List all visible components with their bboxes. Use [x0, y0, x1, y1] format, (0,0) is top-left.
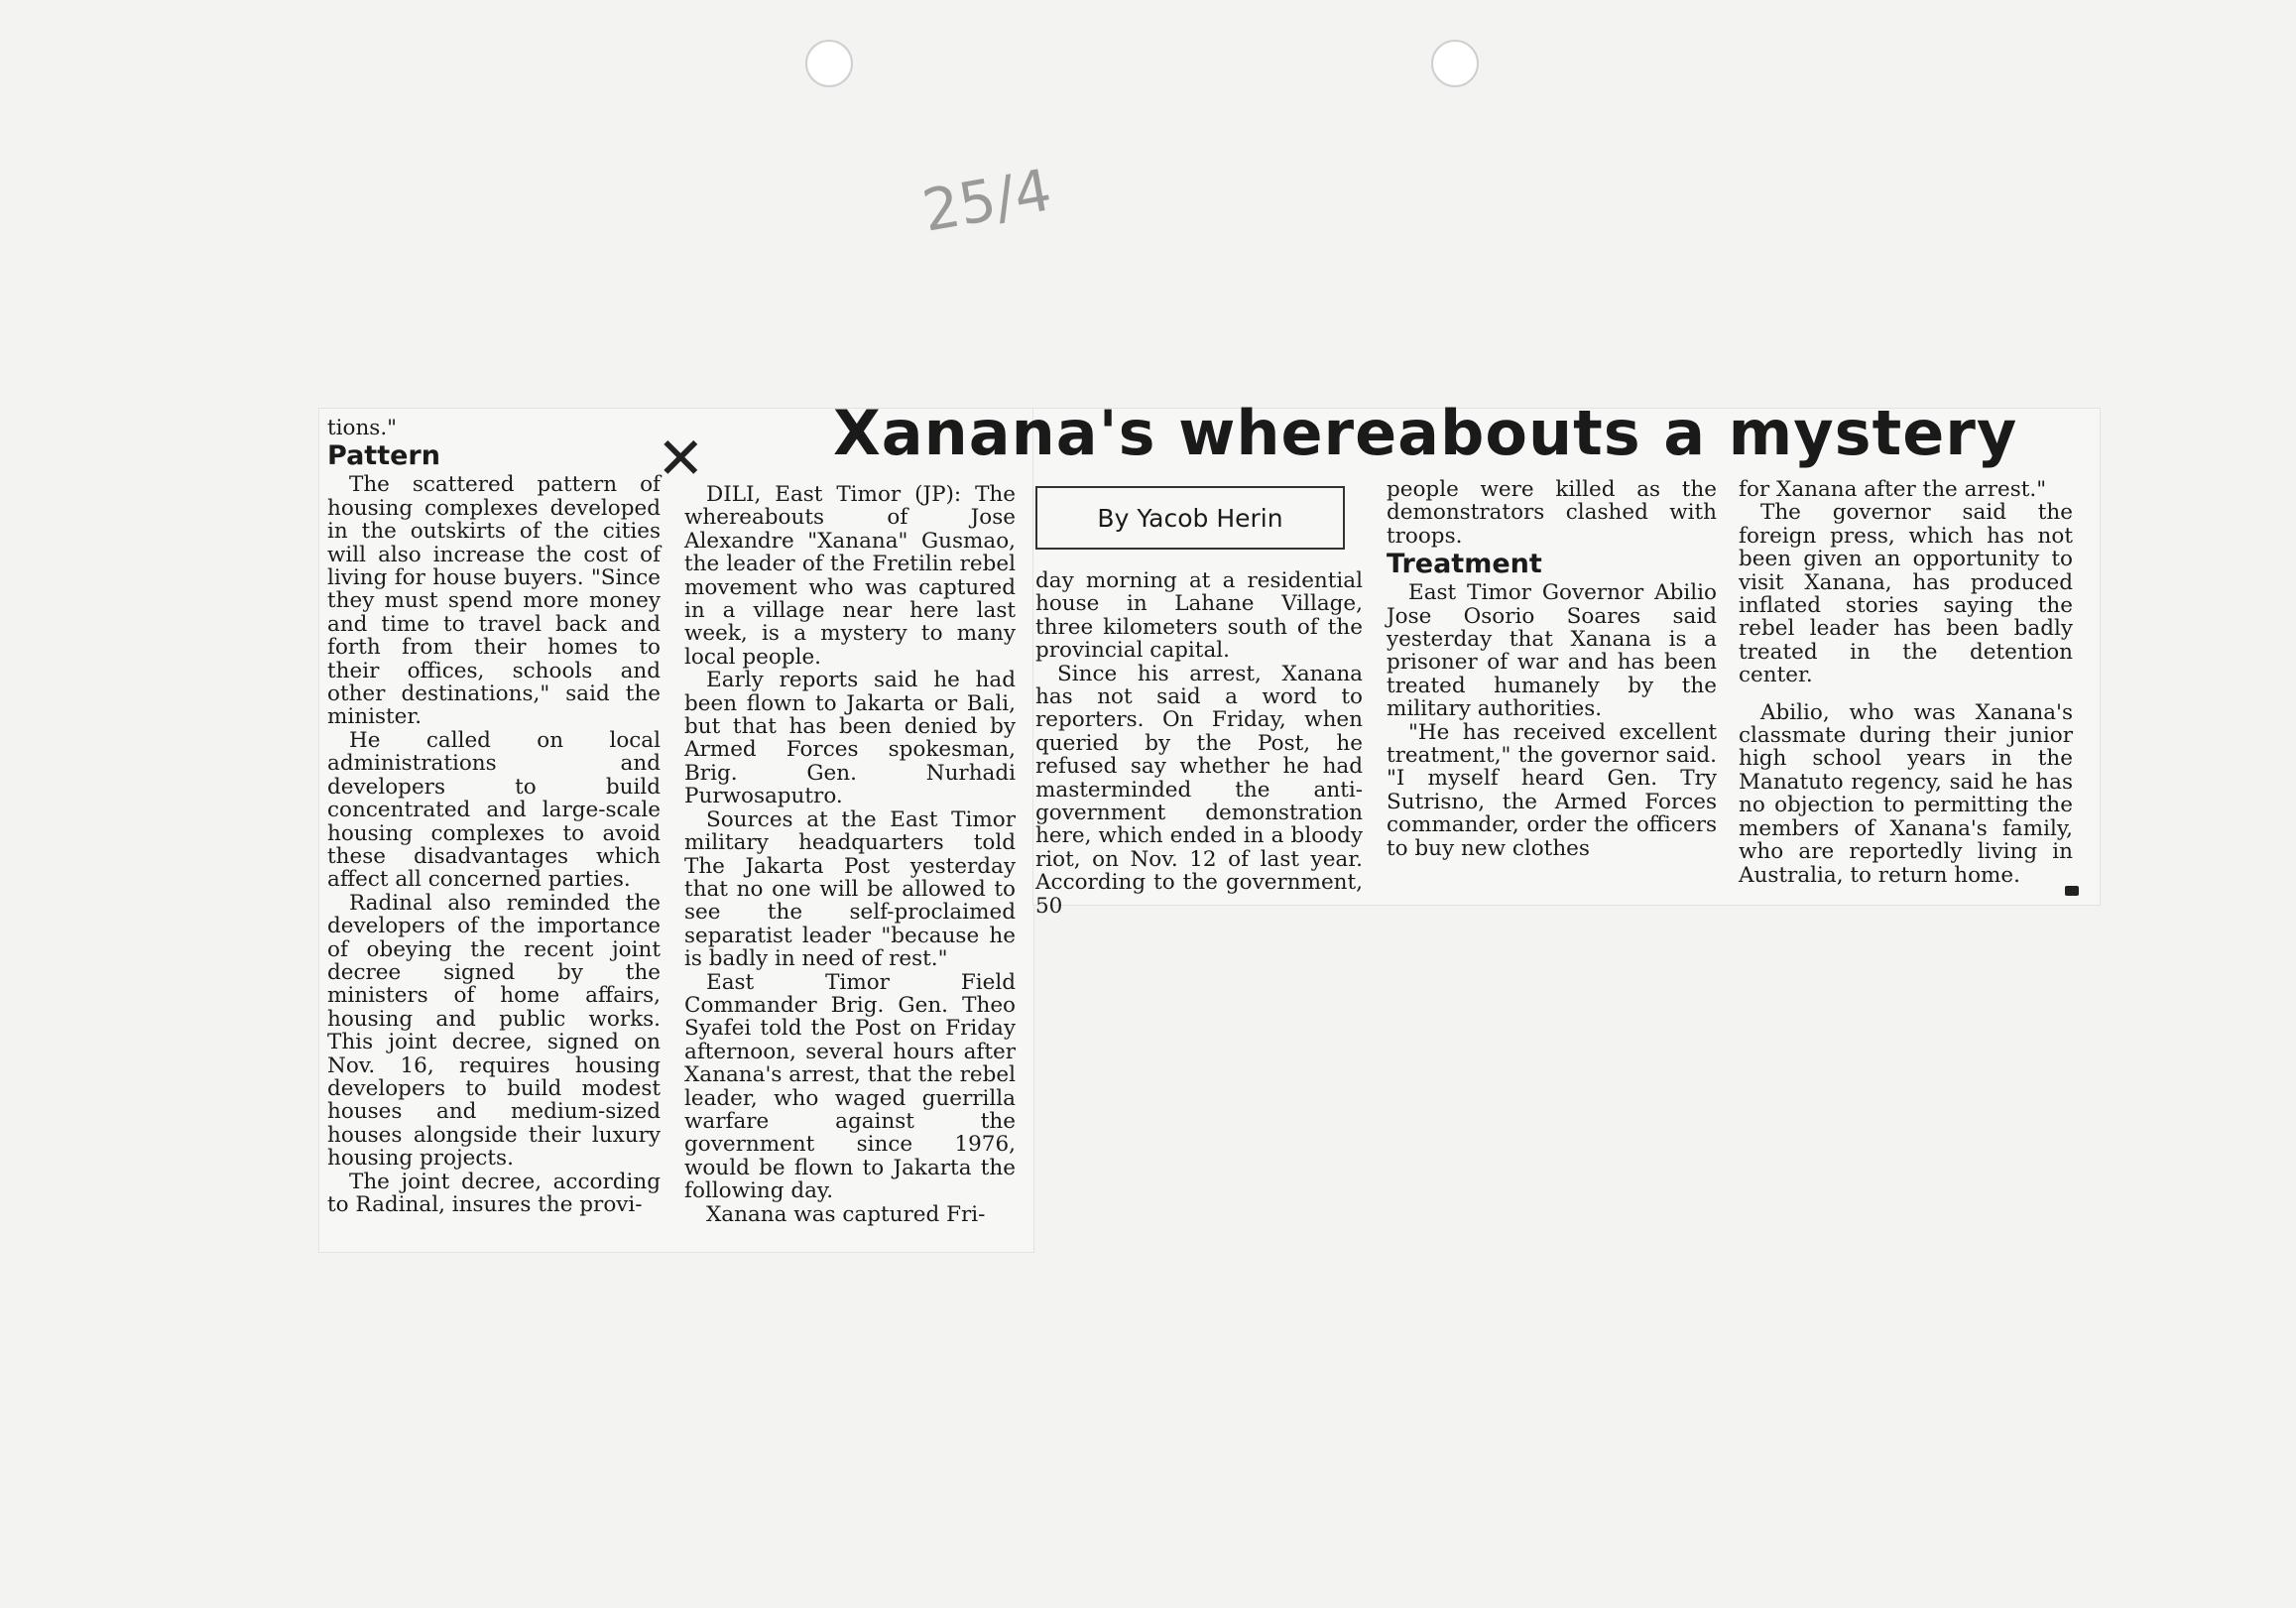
paragraph: "He has received excellent treatment," the governor said. "I myself heard Gen. Try Sutrisno, the Armed Forces commander, order the officers to buy new clothes	[1387, 719, 1717, 861]
paragraph: The governor said the foreign press, which has not been given an opportunity to visit Xanana, has produced inflated stories saying the rebel leader has been badly treated in the detention center.	[1739, 500, 2073, 688]
punch-hole-right	[1431, 40, 1479, 87]
paragraph: for Xanana after the arrest."	[1739, 477, 2047, 502]
paragraph: Abilio, who was Xanana's classmate during their junior high school years in the Manatuto regency, said he has no objection to permitting the members of Xanana's family, who are reportedly living in Australia, to return home.	[1739, 699, 2073, 888]
paragraph: Radinal also reminded the developers of the importance of obeying the recent joint decree signed by the ministers of home affairs, housing and public works. This joint decree, signed on Nov. 16, requires housing developers to build modest houses and medium-sized houses alongside their luxury housing projects.	[327, 890, 661, 1172]
paragraph: Sources at the East Timor military headquarters told The Jakarta Post yesterday that no one will be allowed to see the self-proclaimed separatist leader "because he is badly in need of rest."	[684, 806, 1016, 972]
paragraph: Since his arrest, Xanana has not said a word to reporters. On Friday, when queried by the Post, he refused say whether he had masterminded the anti-government demonstration here, which ended in a bloody riot, on Nov. 12 of last year. According to the government, 50	[1035, 661, 1363, 919]
paragraph: day morning at a residential house in Lahane Village, three kilometers south of the provincial capital.	[1035, 568, 1363, 664]
paragraph: Early reports said he had been flown to Jakarta or Bali, but that has been denied by Armed Forces spokesman, Brig. Gen. Nurhadi Purwosaputro.	[684, 668, 1016, 809]
subhead-treatment: Treatment	[1387, 549, 1542, 580]
column-2	[684, 483, 1016, 1226]
paragraph: The joint decree, according to Radinal, insures the provi-	[327, 1169, 661, 1217]
column-1	[327, 417, 661, 1216]
column-4	[1387, 478, 1717, 860]
handwritten-note: 25/4	[917, 156, 1057, 245]
paragraph: The scattered pattern of housing complexes developed in the outskirts of the cities will also increase the cost of living for house buyers. "Since they must spend more money and time to travel back and forth from their homes to their offices, schools and other destinations," said the minister.	[327, 472, 661, 730]
col1-lead: tions."	[327, 416, 398, 440]
column-5	[1739, 478, 2073, 887]
headline: Xanana's whereabouts a mystery	[833, 397, 2018, 469]
bleed-through-bottom	[238, 1290, 2122, 1587]
punch-hole-left	[805, 40, 853, 87]
end-mark-icon	[2065, 886, 2079, 896]
x-mark-icon: ✕	[657, 425, 705, 492]
column-3	[1035, 569, 1363, 918]
paragraph: East Timor Governor Abilio Jose Osorio Soares said yesterday that Xanana is a prisoner of war and has been treated humanely by the military authorities.	[1387, 580, 1717, 722]
paragraph: Xanana was captured Fri-	[706, 1201, 986, 1227]
paragraph: East Timor Field Commander Brig. Gen. Theo Syafei told the Post on Friday afternoon, several hours after Xanana's arrest, that the rebel leader, who waged guerrilla warfare against the government since 1976, would be flown to Jakarta the following day.	[684, 969, 1016, 1204]
bleed-through-left	[69, 60, 337, 1399]
paragraph: He called on local administrations and developers to build concentrated and large-scale housing complexes to avoid these disadvantages which affect all concerned parties.	[327, 727, 661, 893]
bleed-through-top	[555, 69, 2043, 397]
paragraph: DILI, East Timor (JP): The whereabouts of Jose Alexandre "Xanana" Gusmao, the leader of the Fretilin rebel movement who was captured in a village near here last week, is a mystery to many local people.	[684, 482, 1016, 670]
col4-lead: people were killed as the demonstrators clashed with troops.	[1387, 477, 1717, 549]
byline: By Yacob Herin	[1035, 486, 1345, 550]
subhead-pattern: Pattern	[327, 440, 440, 472]
